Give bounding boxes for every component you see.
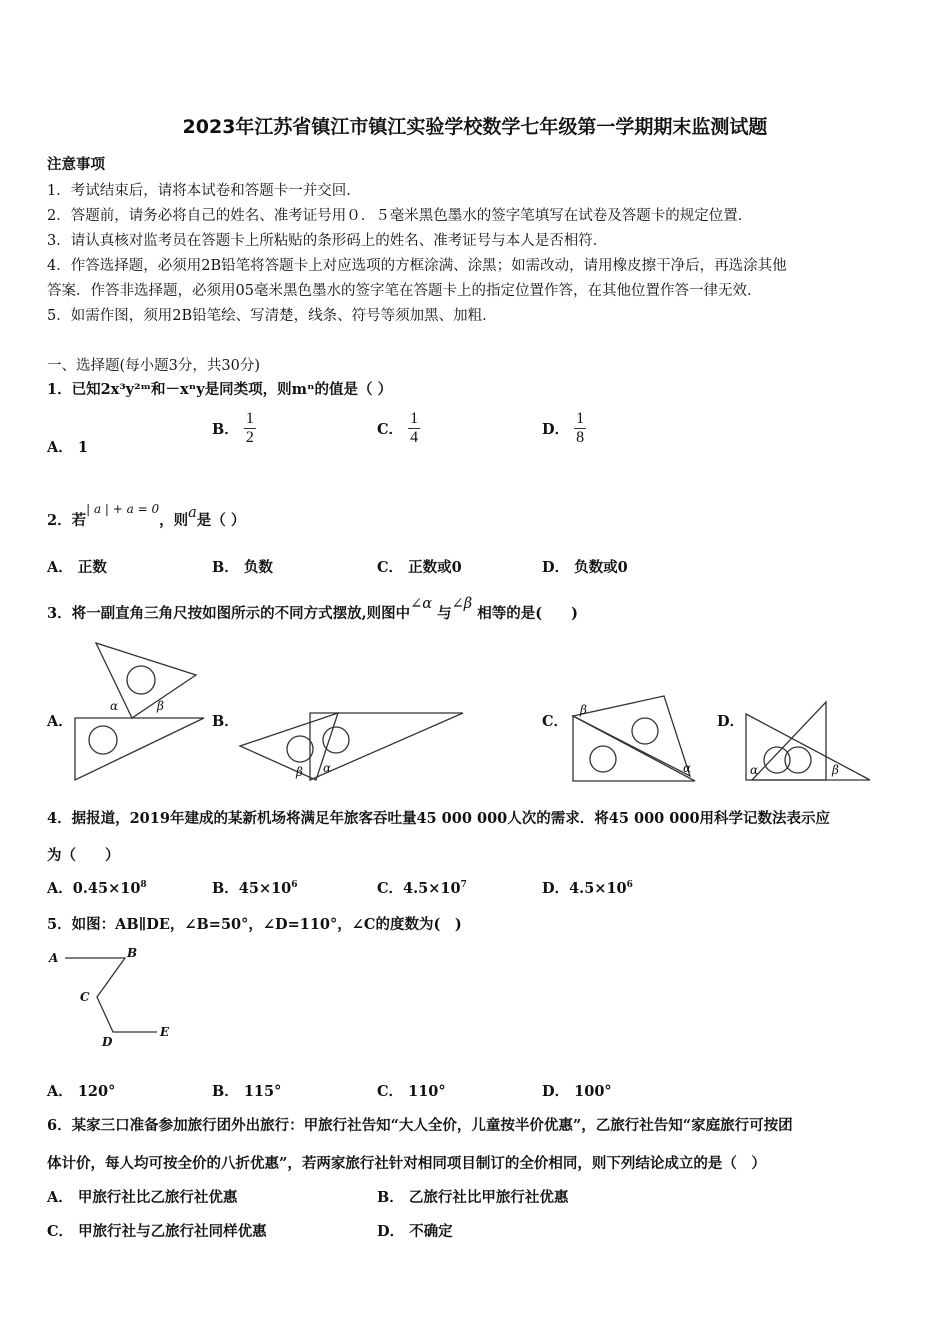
q1-option-d[interactable]	[542, 410, 586, 447]
angle-label: α	[323, 761, 332, 775]
q1-prefix: 1．已知	[47, 381, 101, 398]
q3-option-b[interactable]: B．	[212, 713, 239, 730]
option-value: 1	[77, 439, 88, 456]
q5-figure	[45, 945, 175, 1050]
question-6-line-2: 体计价，每人均可按全价的八折优惠”，若两家旅行社针对相同项目制订的全价相同，则下列结论成立的是（ ）	[47, 1155, 766, 1172]
q4-option-b[interactable]	[212, 877, 298, 898]
fraction	[244, 410, 256, 447]
q2-option-a[interactable]	[47, 556, 107, 577]
triangle	[75, 718, 204, 780]
option-label: C．	[377, 1083, 404, 1100]
exponent: 7	[460, 880, 467, 891]
q2-option-c[interactable]	[377, 556, 462, 577]
option-label: D．	[542, 880, 570, 897]
q1-expr2: mⁿ	[291, 381, 315, 398]
angle-label: β	[157, 699, 164, 713]
option-label: B．	[377, 1189, 404, 1206]
option-label: A．	[47, 559, 73, 576]
circle	[764, 747, 790, 773]
triangle	[752, 702, 826, 780]
q3-suffix: 相等的是( )	[477, 605, 578, 622]
fraction	[408, 410, 420, 447]
q3-option-a[interactable]: A．	[47, 713, 73, 730]
option-label: D．	[542, 421, 570, 438]
option-label: B．	[212, 559, 239, 576]
fraction-den: 2	[245, 429, 254, 446]
option-value: 45×10	[238, 880, 292, 897]
option-value: 不确定	[409, 1223, 453, 1240]
option-label: A．	[47, 1189, 73, 1206]
option-label: B．	[212, 1083, 239, 1100]
question-2	[47, 502, 246, 530]
option-value: 4.5×10	[403, 880, 461, 897]
q3-beta: ∠β	[451, 596, 473, 612]
q4-option-c[interactable]	[377, 877, 467, 898]
notice-item: 答案．作答非选择题，必须用05毫米黑色墨水的签字笔在答题卡上的指定位置作答，在其他位置作答一律无效．	[47, 283, 762, 299]
question-5: 5．如图：AB∥DE，∠B=50°，∠D=110°，∠C的度数为( )	[47, 916, 462, 933]
q6-option-a[interactable]	[47, 1186, 237, 1207]
option-label: C．	[377, 559, 404, 576]
q3-alpha: ∠α	[410, 596, 433, 612]
fraction-num: 1	[245, 410, 254, 427]
fraction-num: 1	[410, 410, 419, 427]
notice-heading: 注意事项	[47, 156, 105, 173]
circle	[287, 736, 313, 762]
q2-suffix: 是（ ）	[196, 512, 246, 529]
fraction-den: 4	[410, 429, 419, 446]
q2-var: a	[188, 505, 197, 521]
fraction	[574, 410, 586, 447]
option-value: 负数	[243, 559, 273, 576]
q2-option-b[interactable]	[212, 556, 273, 577]
q3-figure-b	[238, 708, 466, 783]
point-label: E	[160, 1025, 170, 1039]
option-value: 100°	[574, 1083, 612, 1100]
option-value: 120°	[77, 1083, 116, 1100]
exponent: 6	[626, 880, 633, 891]
q6-option-c[interactable]	[47, 1220, 267, 1241]
option-label: D．	[542, 559, 570, 576]
q4-option-a[interactable]	[47, 877, 147, 898]
circle	[785, 747, 811, 773]
q2-option-d[interactable]	[542, 556, 628, 577]
option-value: 甲旅行社与乙旅行社同样优惠	[78, 1223, 267, 1240]
q3-prefix: 3．将一副直角三角尺按如图所示的不同方式摆放,则图中	[47, 605, 411, 622]
notice-item: 4．作答选择题，必须用2B铅笔将答题卡上对应选项的方框涂满、涂黑；如需改动，请用橡皮擦干净后，再选涂其他	[47, 258, 787, 274]
question-3	[47, 596, 578, 623]
point-label: D	[102, 1035, 113, 1049]
q3-option-d[interactable]: D．	[717, 713, 745, 730]
option-value: 0.45×10	[72, 880, 141, 897]
option-value: 110°	[408, 1083, 446, 1100]
notice-item: 5．如需作图，须用2B铅笔绘、写清楚，线条、符号等须加黑、加粗．	[47, 308, 497, 324]
option-label: D．	[542, 1083, 570, 1100]
q3-figure-d	[742, 700, 874, 784]
section-heading: 一、选择题(每小题3分，共30分)	[47, 358, 260, 374]
option-label: B．	[212, 421, 239, 438]
q3-middle: 与	[437, 605, 452, 622]
option-value: 负数或0	[574, 559, 628, 576]
option-value: 正数或0	[408, 559, 462, 576]
zigzag-lines	[65, 958, 157, 1032]
option-label: A．	[47, 1083, 73, 1100]
option-label: C．	[377, 421, 404, 438]
angle-label: α	[750, 763, 759, 777]
notice-item: 2．答题前，请务必将自己的姓名、准考证号用０．５毫米黑色墨水的签字笔填写在试卷及答题卡的规定位置．	[47, 208, 753, 224]
circle	[89, 726, 117, 754]
question-4-line-1: 4．据报道，2019年建成的某新机场将满足年旅客吞吐量45 000 000人次的需求．将45 000 000用科学记数法表示应	[47, 810, 831, 827]
notice-item: 3．请认真核对监考员在答题卡上所粘贴的条形码上的姓名、准考证号与本人是否相符．	[47, 233, 608, 249]
q6-option-b[interactable]	[377, 1186, 568, 1207]
option-label: C．	[377, 880, 404, 897]
q3-figure-a	[70, 640, 210, 785]
q5-option-a[interactable]	[47, 1080, 115, 1101]
fraction-num: 1	[576, 410, 585, 427]
point-label: B	[127, 946, 138, 960]
angle-label: α	[110, 699, 119, 713]
q4-option-d[interactable]	[542, 877, 633, 898]
option-label: D．	[377, 1223, 405, 1240]
exponent: 8	[140, 880, 147, 891]
angle-label: β	[296, 765, 303, 779]
q5-option-c[interactable]	[377, 1080, 446, 1101]
q1-suffix: 的值是（ ）	[314, 381, 393, 398]
circle	[632, 718, 658, 744]
option-label: A．	[47, 439, 73, 456]
q1-middle: 和－xⁿy是同类项，则	[151, 381, 292, 398]
angle-label: β	[580, 703, 587, 717]
option-label: B．	[212, 880, 239, 897]
q5-option-d[interactable]	[542, 1080, 612, 1101]
circle	[127, 666, 155, 694]
question-4-line-2: 为（ ）	[47, 847, 120, 864]
q5-option-b[interactable]	[212, 1080, 281, 1101]
point-label: C	[80, 990, 90, 1004]
exponent: 6	[291, 880, 298, 891]
angle-label: α	[683, 761, 692, 775]
fraction-den: 8	[576, 429, 585, 446]
q3-option-c[interactable]: C．	[542, 713, 569, 730]
q2-condition: | a | + a = 0	[86, 502, 160, 516]
circle	[590, 746, 616, 772]
option-value: 乙旅行社比甲旅行社优惠	[408, 1189, 569, 1206]
option-value: 4.5×10	[569, 880, 627, 897]
q1-expr: 2x³y²ᵐ	[100, 381, 152, 398]
q2-middle: ，则	[159, 512, 189, 529]
q3-figure-c	[570, 692, 700, 784]
page-title: 2023年江苏省镇江市镇江实验学校数学七年级第一学期期末监测试题	[182, 116, 768, 138]
question-6-line-1: 6．某家三口准备参加旅行团外出旅行：甲旅行社告知“大人全价，儿童按半价优惠”，乙旅行社告知“家庭旅行可按团	[47, 1117, 793, 1134]
option-label: C．	[47, 1223, 74, 1240]
q1-option-a[interactable]	[47, 436, 88, 457]
question-1	[47, 378, 392, 399]
triangle	[310, 713, 463, 780]
option-value: 115°	[243, 1083, 282, 1100]
option-value: 正数	[77, 559, 107, 576]
q2-prefix: 2．若	[47, 512, 87, 529]
q1-option-b[interactable]	[212, 410, 256, 447]
circle	[323, 727, 349, 753]
point-label: A	[49, 951, 59, 965]
option-value: 甲旅行社比乙旅行社优惠	[77, 1189, 238, 1206]
notice-item: 1．考试结束后，请将本试卷和答题卡一并交回．	[47, 183, 361, 199]
triangle	[746, 714, 870, 780]
angle-label: β	[832, 763, 839, 777]
q1-option-c[interactable]	[377, 410, 420, 447]
option-label: A．	[47, 880, 73, 897]
q6-option-d[interactable]	[377, 1220, 453, 1241]
